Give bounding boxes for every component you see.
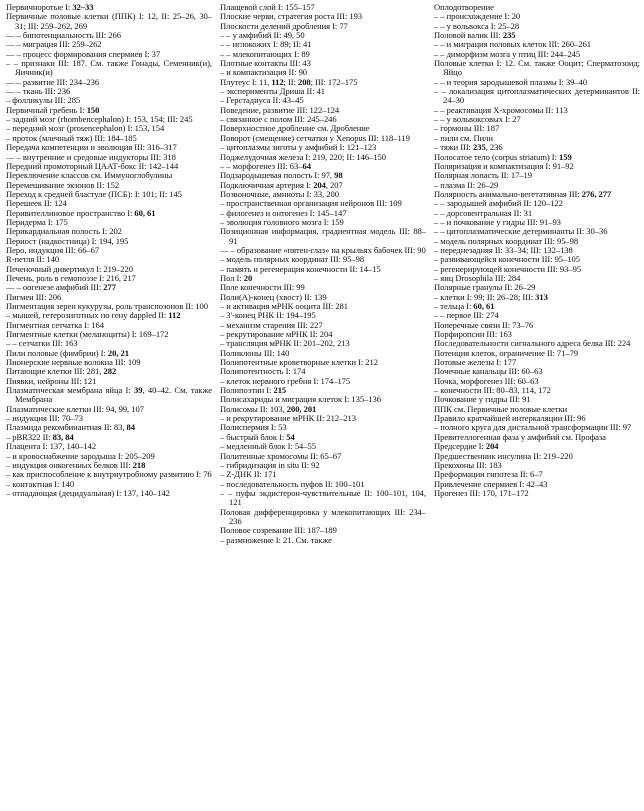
index-entry: – переднезадняя II: 33–34; III: 132–138	[434, 244, 573, 255]
index-entry: – тельца I: 60, 61	[434, 301, 495, 311]
index-entry: – и кровоснабжение зародыша I: 205–209	[6, 450, 155, 461]
index-entry: Предсердие I: 204	[434, 441, 499, 452]
index-entry: Почкование у гидры III: 91	[434, 394, 531, 405]
index-entry: – Герстадиуса II: 43–45	[220, 95, 304, 106]
index-entry: Пол I: 20	[220, 272, 253, 283]
index-entry: –– – оогенезе амфибий III: 277	[6, 282, 116, 293]
index-entry: – Z-ДНК II: 171	[220, 469, 277, 480]
index-entry: – клетки I: 99; II: 26–28; III: 313	[434, 291, 548, 302]
index-entry: Полярность анимально-вегетативная III: 276, 277	[434, 188, 612, 199]
index-entry: R-петля II: 140	[6, 254, 60, 265]
index-entry: Поле конечности III: 99	[220, 282, 305, 293]
index-entry: Перивителлиновое пространство I: 60, 61	[6, 207, 156, 218]
index-entry: Переключение классов см. Иммуноглобулины	[6, 170, 173, 181]
index-entry: – мышей, гетерозиготных по гену dappled II: 112	[6, 310, 181, 321]
index-entry: Поперечные связи II: 73–76	[434, 319, 534, 330]
index-entry: – гибридизация in situ II: 92	[220, 459, 320, 470]
index-entry: – быстрый блок I: 54	[220, 431, 295, 442]
index-entry: – индукция III: 70–73	[6, 413, 83, 424]
index-entry: – размножение I: 21. См. также	[220, 534, 332, 545]
index-entry: – – морфогенез III: 63–64	[220, 160, 311, 171]
index-entry: – гормоны III: 187	[434, 123, 500, 134]
index-entry: – контактная I: 140	[6, 478, 75, 489]
index-entry: Перидерма I: 175	[6, 216, 68, 227]
index-entry: – филогенез и онтогенез I: 145–147	[220, 207, 347, 218]
index-entry: – проток (млечный тяж) III: 184–185	[6, 132, 137, 143]
index-entry: – рекрутирование мРНК II: 204	[220, 329, 333, 340]
index-entry: Питающие клетки III: 281, 282	[6, 366, 117, 377]
index-entry: Поворот (смещение) сетчатки у Xenopus III: 118–119	[220, 132, 410, 143]
index-entry: Плацента I: 137, 140–142	[6, 441, 97, 452]
index-entry: – развивающейся конечности III: 95–105	[434, 254, 580, 265]
index-entry: Порфиропсин III: 163	[434, 329, 512, 340]
index-entry: – эволюция головного мозга I: 159	[220, 216, 344, 227]
index-entry: Почечные канальцы III: 60–63	[434, 366, 543, 377]
index-entry: Перемешивание экзонов II: 152	[6, 179, 120, 190]
index-entry: Пионерские нервные волокна III: 109	[6, 357, 141, 368]
index-entry: Пигментные клетки (меланоциты) I: 169–172	[6, 329, 169, 340]
index-entry: Пиявки, нейроны III: 121	[6, 375, 97, 386]
index-entry: – – иглокожих I: 89; II: 41	[220, 39, 312, 50]
index-entry: Плоские черви, стратегия роста III: 193	[220, 11, 363, 22]
index-entry: – – первое III: 274	[434, 310, 499, 321]
index-entry: Первичноротые I: 32–33	[6, 3, 94, 12]
index-entry: – – и теория зародышевой плазмы I: 39–40	[434, 76, 588, 87]
index-entry: Полипоэтин I: 215	[220, 385, 287, 396]
index-entry: – фолликулы III: 285	[6, 95, 81, 106]
index-entry: Плащевой слой I: 155–157	[220, 3, 315, 12]
index-entry: Плутеус I: 11, 112; II: 208; III: 172–175	[220, 76, 358, 87]
index-entry: ППК см. Первичные половые клетки	[434, 403, 568, 414]
index-entry: – трансляция мРНК II: 201–202, 213	[220, 338, 350, 349]
index-entry: Периост (надкостница) I: 194, 195	[6, 235, 129, 246]
index-entry: Поликлоны III: 140	[220, 347, 290, 358]
index-entry: – передний мозг (prosencephalon) I: 153, 154	[6, 123, 165, 134]
index-entry: Правило кратчайшей интеркаляции III: 96	[434, 413, 586, 424]
index-entry: Поверхностное дробление см. Дробление	[220, 123, 370, 134]
index-entry: – – сетчатки III: 163	[6, 338, 78, 349]
index-entry: – как приспособление к внутриутробному развитию I: 76	[6, 469, 212, 480]
index-entry: –– – процесс формирования спермиев I: 37	[6, 48, 161, 59]
index-entry: –– – образование «пятен-глаз» на крыльях бабочек III: 90	[220, 244, 426, 255]
index-entry: Половое созревание III: 187–189	[220, 525, 337, 536]
index-entry: – пили см. Пили	[434, 132, 493, 143]
index-column-2	[220, 3, 426, 811]
index-entry: – – цитоплазматические детерминанты II: 30–36	[434, 226, 608, 237]
index-entry: – цитоплазмы зиготы у амфибий I: 121–123	[220, 142, 377, 153]
index-entry: Перо, индукция III: 66–67	[6, 244, 100, 255]
index-entry: – эксперименты Дриша II: 41	[220, 86, 326, 97]
index-entry: –– – ткань III: 236	[6, 86, 71, 97]
index-entry: Полярные гранулы II: 26–29	[434, 282, 536, 293]
index-entry: Подзародышевая полость I: 97, 98	[220, 170, 343, 181]
index-entry: – – происхождение I: 20	[434, 11, 521, 22]
index-entry: Полипотентные кроветворные клетки I: 212	[220, 357, 378, 368]
index-entry: – тяжи III: 235, 236	[434, 142, 503, 153]
index-entry: – отпадающая (децидуальная) I: 137, 140–142	[6, 487, 170, 498]
index-entry: – модель полярных координат III: 95–98	[434, 235, 579, 246]
index-entry: Половой валик III: 235	[434, 30, 516, 41]
index-entry: – регенерирующей конечности III: 93–95	[434, 263, 582, 274]
index-entry: Плазматические клетки III: 94, 99, 107	[6, 403, 144, 414]
index-entry: Прогенез III: 170, 171–172	[434, 487, 529, 498]
index-entry: Полипотентность I: 174	[220, 366, 306, 377]
index-entry: Политенные хромосомы II: 65–67	[220, 450, 342, 461]
index-entry: Полярная лопасть II: 17–19	[434, 170, 532, 181]
index-entry: – клеток нервного гребня I: 174–175	[220, 375, 351, 386]
index-entry: – полного круга для дистальной трансформации III: 97	[434, 422, 632, 433]
index-entry: Пигментация зерен кукурузы, роль транспозонов II: 100	[6, 301, 208, 311]
index-entry: Преформации гипотеза II: 6–7	[434, 469, 543, 480]
index-entry: Первичные половые клетки (ППК) I: 12, II: 25–26, 30–31; III: 259–262, 269	[6, 11, 212, 31]
index-entry: Пили половые (фимбрии) I: 20, 21	[6, 347, 129, 358]
index-entry: –– – миграция III: 259–262	[6, 39, 102, 50]
index-entry: – индукция онкогенных белков III: 218	[6, 459, 146, 470]
index-entry: Плазматическая мембрана яйца I: 39, 40–42. См. также Мембрана	[6, 385, 212, 405]
index-entry: Оплодотворение	[434, 3, 494, 12]
index-entry: Плоскости делений дробления I: 77	[220, 20, 348, 31]
index-entry: – – и миграция половых клеток III: 260–261	[434, 39, 592, 50]
index-entry: – пространственная организация нейронов III: 109	[220, 198, 402, 209]
index-entry: – pBR322 II: 83, 84	[6, 431, 74, 442]
index-entry: Первичный гребень I: 150	[6, 104, 100, 115]
index-entry: Поведение, развитие III: 122–124	[220, 104, 340, 115]
index-entry: – связанное с полом III: 245–246	[220, 114, 337, 125]
index-entry: Поляризация и компактизация I: 91–92	[434, 160, 574, 171]
index-entry: – механизм старения III: 227	[220, 319, 323, 330]
index-entry: Позиционная информация, градиентная модель III: 88–91	[220, 226, 426, 246]
index-entry: Последовательности сигнального адреса белка III: 224	[434, 338, 631, 349]
index-entry: – – диморфизм мозга у птиц III: 244–245	[434, 48, 581, 59]
index-entry: – – дорсовентральная II: 31	[434, 207, 533, 218]
index-entry: – медленный блок I: 54–55	[220, 441, 316, 452]
index-entry: – и активация мРНК ооцита III: 281	[220, 301, 349, 311]
index-entry: Плазмида рекомбинантная II: 83, 84	[6, 422, 135, 433]
index-entry: – модель полярных координат III: 95–98	[220, 254, 365, 265]
index-entry: Потовые железы I: 177	[434, 357, 517, 368]
index-entry: – и компактизация II: 90	[220, 67, 308, 78]
index-entry: – – локализация цитоплазматических детерминантов II: 24–30	[434, 86, 640, 106]
index-entry: Передача компетенции и эволюция III: 316–317	[6, 142, 177, 153]
index-entry: –– – внутренние и средовые индукторы III: 318	[6, 151, 176, 162]
index-entry: Почка, морфогенез III: 60–63	[434, 375, 539, 386]
index-entry: – – у вольвоксовых I: 27	[434, 114, 521, 125]
index-entry: Печеночный дивертикул I: 219–220	[6, 263, 133, 274]
index-entry: – плазма II: 26–29	[434, 179, 499, 190]
index-entry: Привлечение спермиев I: 42–43	[434, 478, 548, 489]
index-entry: – – млекопитающих I: 89	[220, 48, 310, 59]
index-entry: Полисомы II: 103, 200, 201	[220, 403, 317, 414]
index-entry: – – у амфибий II: 49, 50	[220, 30, 305, 41]
index-entry: Позвоночные, амниоты I: 33, 200	[220, 188, 339, 199]
index-entry: Половые клетки I: 12. См. также Ооцит; Сперматозоид; Яйцо	[434, 58, 640, 78]
index-entry: – последовательность пуфов II: 100–101	[220, 478, 365, 489]
index-entry: Потенция клеток, ограничение II: 71–79	[434, 347, 579, 358]
index-entry: – – у вольвокса I: 25–28	[434, 20, 520, 31]
index-entry: – память и регенерация конечности II: 14–15	[220, 263, 381, 274]
index-entry: – и рекрутирование мРНК II: 212–213	[220, 413, 356, 424]
index-entry: Полосатое тело (corpus striatum) I: 159	[434, 151, 572, 162]
index-entry: – – пуфы экдистерон-чувствительные II: 100–101, 104, 121	[220, 487, 426, 508]
index-entry: – – признаки III: 187. См. также Гонады, Семенник(и), Яичник(и)	[6, 58, 212, 78]
index-entry: Поджелудочная железа I: 219, 220; II: 146–150	[220, 151, 386, 162]
index-entry: Печень, роль в гемопоэзе I: 216, 217	[6, 272, 136, 283]
index-entry: Переход к средней бластуле (ПСБ): I: 101; II: 145	[6, 188, 182, 199]
index-entry: Поли(А)-конец (хвост) II: 139	[220, 291, 327, 302]
index-entry: Перикардиальная полость I: 202	[6, 226, 122, 237]
index-entry: Прекохоны III: 183	[434, 459, 502, 470]
index-entry: Пигмеи III: 206	[6, 291, 62, 302]
index-entry: – 3'-конец РНК II: 194–195	[220, 310, 316, 321]
index-entry: Превителлогенная фаза у амфибий см. Профаза	[434, 431, 606, 442]
index-entry: Полиспермия I: 53	[220, 422, 287, 433]
index-entry: – конечности III: 80–83, 114, 172	[434, 385, 551, 396]
index-entry: Предшественник инсулина II: 219–220	[434, 450, 573, 461]
index-entry: Подключичная артерия I: 204, 207	[220, 179, 343, 190]
index-entry: –– – бипотенциальность III: 266	[6, 30, 121, 41]
index-entry: – задний мозг (rhombencephalon) I: 153, 154; III: 245	[6, 114, 193, 125]
index-entry: Перешеек II: 124	[6, 198, 67, 209]
index-entry: Полисахариды и миграция клеток I: 135–136	[220, 394, 381, 405]
index-entry: – яиц Drosophila III: 284	[434, 272, 521, 283]
index-entry: Половая дифференцировка у млекопитающих III: 234–236	[220, 506, 426, 526]
index-entry: Пигментная сетчатка I: 164	[6, 319, 104, 330]
index-entry: – – и почкование у гидры III: 91–93	[434, 216, 561, 227]
index-column-1	[6, 3, 212, 811]
index-entry: Плотные контакты III: 43	[220, 58, 311, 69]
index-column-3	[434, 3, 640, 811]
index-entry: – – реактивация Х-хромосомы II: 113	[434, 104, 568, 115]
index-entry: –– – развитие III: 234–236	[6, 76, 100, 87]
index-entry: Передний промоторный ЦААТ-бокс II: 142–144	[6, 160, 179, 171]
index-entry: – – зародышей амфибий II: 120–122	[434, 198, 563, 209]
